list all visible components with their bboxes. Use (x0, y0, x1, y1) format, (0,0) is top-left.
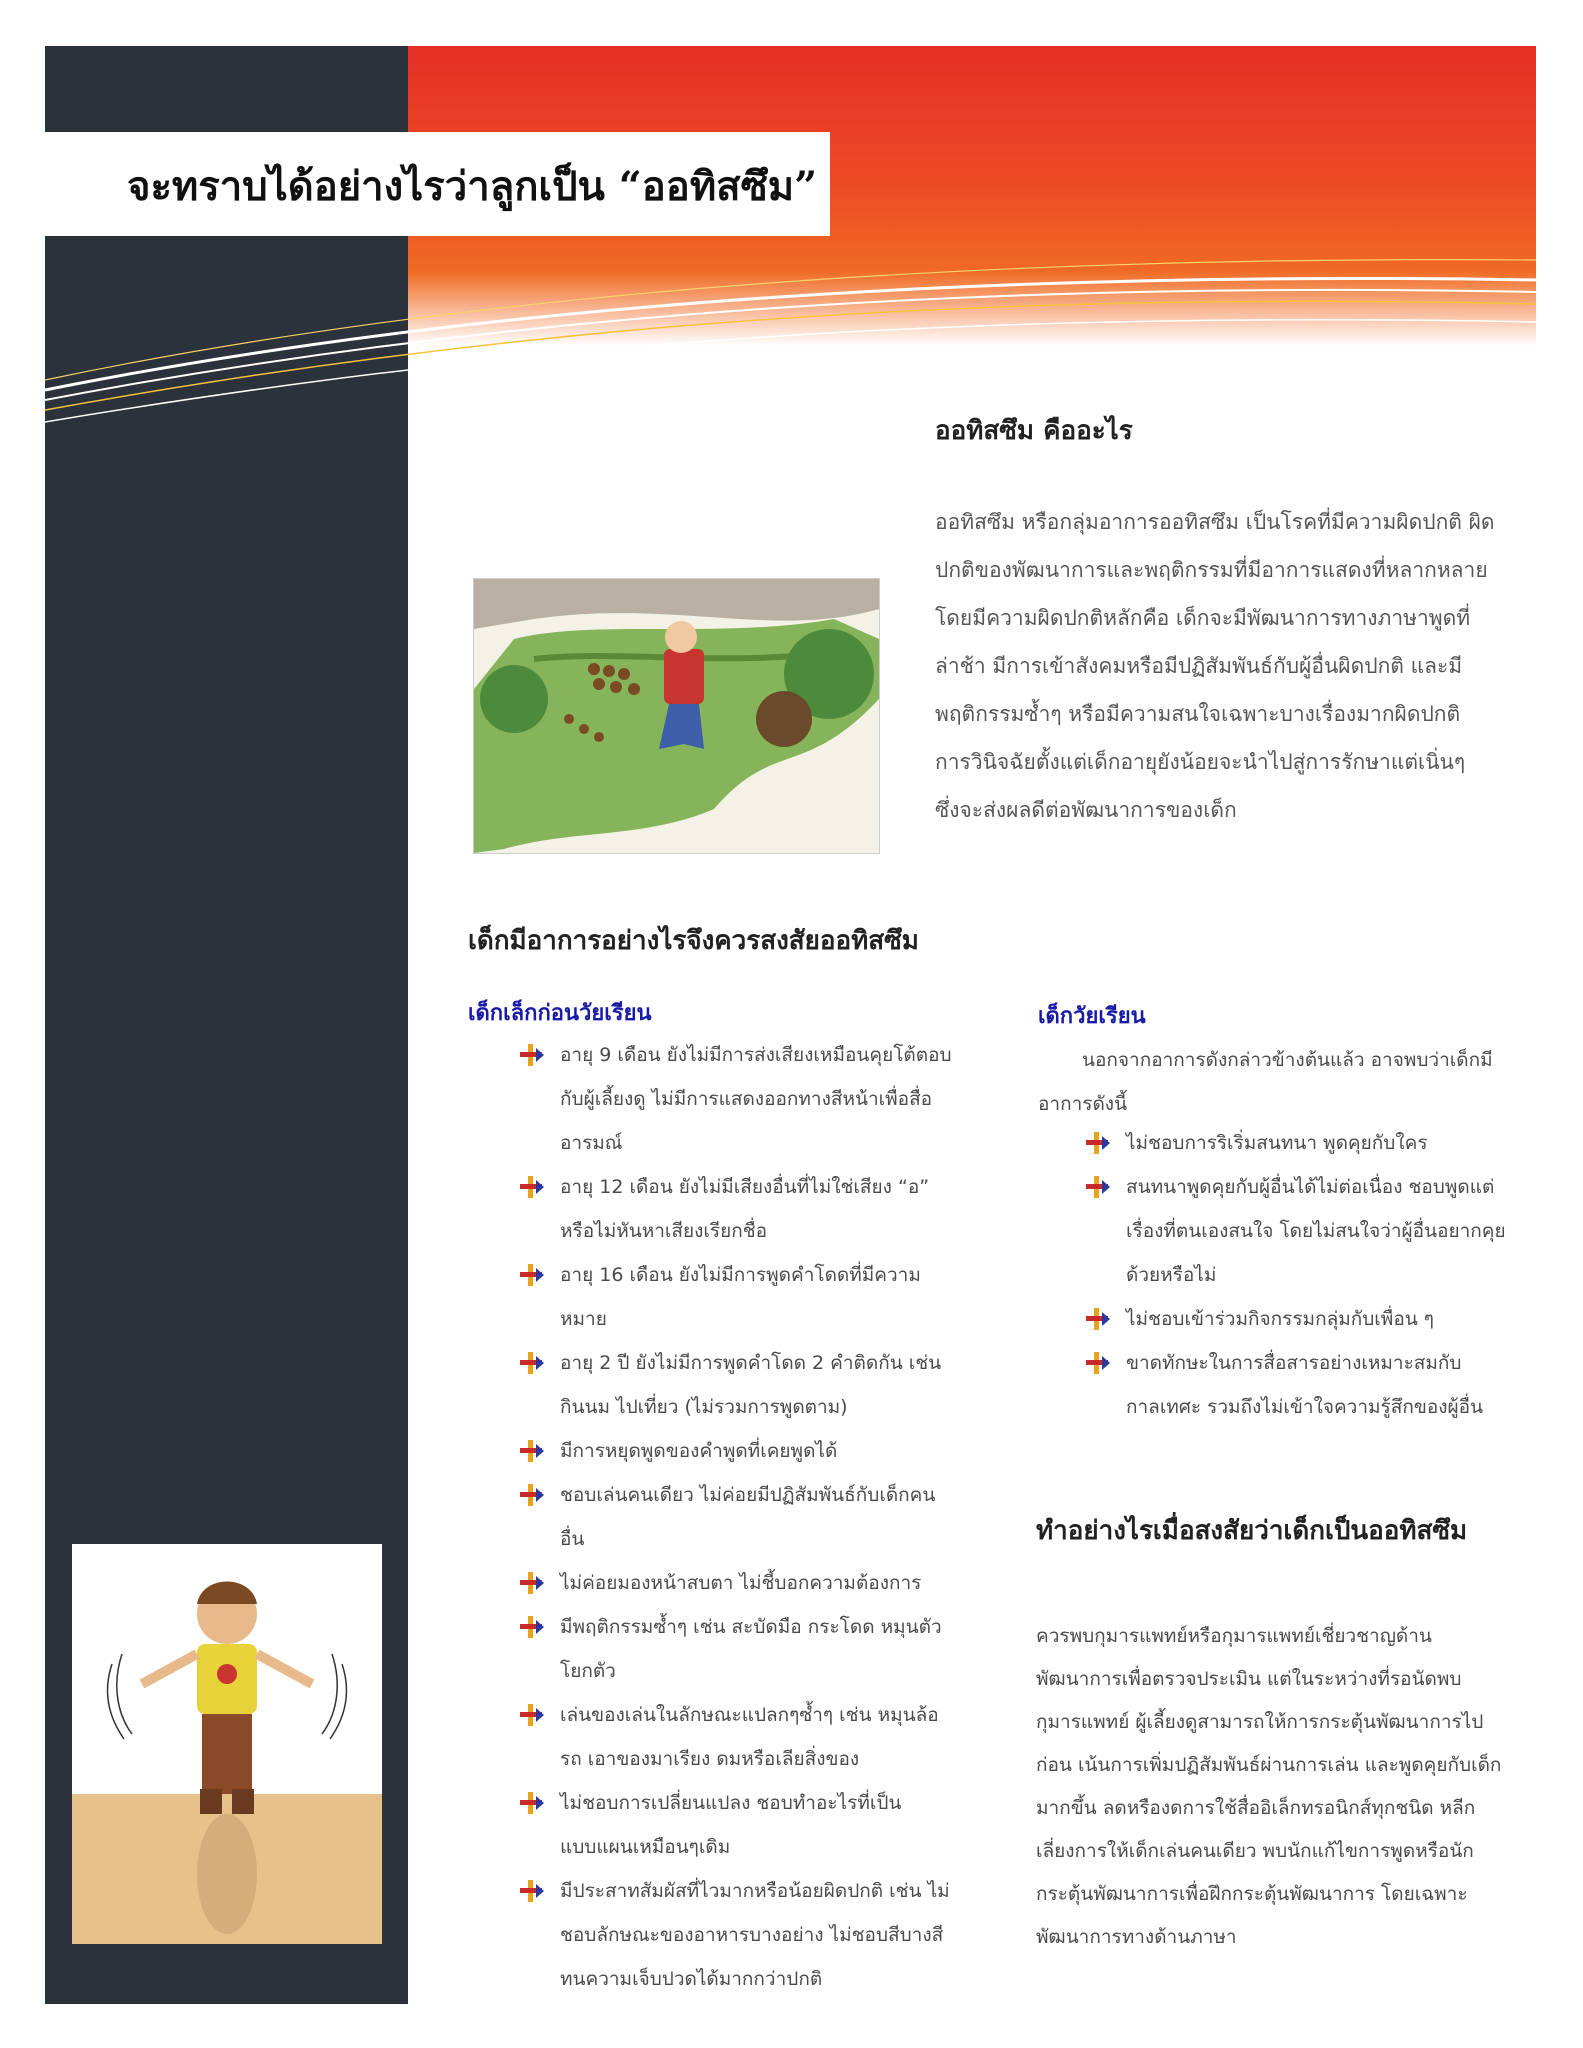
list-item (1082, 1121, 1522, 1165)
arrow-bullet-icon (1084, 1174, 1110, 1200)
title-box (45, 132, 830, 236)
arrow-bullet-icon (518, 1042, 544, 1068)
list-item (516, 1429, 956, 1473)
what-is-paragraph: ออทิสซึม หรือกลุ่มอาการออทิสซึม เป็นโรคที่มีความผิดปกติ ผิดปกติของพัฒนาการและพฤติกรรมที่มีอาการแสดงที่หลากหลาย โดยมีความผิดปกติหลักคือ เด็กจะมีพัฒนาการทางภาษาพูดที่ล่าช้า มีการเข้าสังคมหรือมีปฏิสัมพันธ์กับผู้อื่นผิดปกติ และมีพฤติกรรมซ้ำๆ หรือมีความสนใจเฉพาะบางเรื่องมากผิดปกติ การวินิจฉัยตั้งแต่เด็กอายุยังน้อยจะนำไปสู่การรักษาแต่เนิ่นๆ ซึ่งจะส่งผลดีต่อพัฒนาการของเด็ก (935, 510, 1495, 822)
school-age-heading: เด็กวัยเรียน (1038, 1004, 1146, 1029)
school-age-symptom-list (1082, 1121, 1522, 1429)
arrow-bullet-icon (518, 1482, 544, 1508)
child-playing-garden-illustration (473, 578, 880, 854)
list-item (516, 1253, 956, 1341)
symptom-text: อายุ 16 เดือน ยังไม่มีการพูดคำโดดที่มีความหมาย (560, 1264, 921, 1330)
arrow-bullet-icon (518, 1702, 544, 1728)
preschool-heading: เด็กเล็กก่อนวัยเรียน (468, 1001, 652, 1026)
symptom-text: มีประสาทสัมผัสที่ไวมากหรือน้อยผิดปกติ เช่น ไม่ชอบลักษณะของอาหารบางอย่าง ไม่ชอบสีบางสี ทนความเจ็บปวดได้มากกว่าปกติ (560, 1880, 950, 1990)
arrow-bullet-icon (518, 1174, 544, 1200)
what-to-do-paragraph: ควรพบกุมารแพทย์หรือกุมารแพทย์เชี่ยวชาญด้านพัฒนาการเพื่อตรวจประเมิน แต่ในระหว่างที่รอนัดพบกุมารแพทย์ ผู้เลี้ยงดูสามารถให้การกระตุ้นพัฒนาการไปก่อน เน้นการเพิ่มปฏิสัมพันธ์ผ่านการเล่น และพูดคุยกับเด็กมากขึ้น ลดหรืองดการใช้สื่ออิเล็กทรอนิกส์ทุกชนิด หลีกเลี่ยงการให้เด็กเล่นคนเดียว พบนักแก้ไขการพูดหรือนักกระตุ้นพัฒนาการเพื่อฝึกกระตุ้นพัฒนาการ โดยเฉพาะพัฒนาการทางด้านภาษา (1036, 1625, 1502, 1948)
symptom-text: ขาดทักษะในการสื่อสารอย่างเหมาะสมกับกาลเทศะ รวมถึงไม่เข้าใจความรู้สึกของผู้อื่น (1126, 1352, 1484, 1418)
list-item (516, 1561, 956, 1605)
list-item (516, 1033, 956, 1165)
arrow-bullet-icon (518, 1878, 544, 1904)
symptom-text: ไม่ค่อยมองหน้าสบตา ไม่ชี้บอกความต้องการ (560, 1572, 922, 1594)
symptom-text: ไม่ชอบเข้าร่วมกิจกรรมกลุ่มกับเพื่อน ๆ (1126, 1308, 1434, 1330)
page-title: จะทราบได้อย่างไรว่าลูกเป็น “ออทิสซึม” (127, 163, 818, 210)
symptom-text: ชอบเล่นคนเดียว ไม่ค่อยมีปฏิสัมพันธ์กับเด็กคนอื่น (560, 1484, 936, 1550)
list-item (1082, 1165, 1522, 1297)
school-age-intro: นอกจากอาการดังกล่าวข้างต้นแล้ว อาจพบว่าเด็กมีอาการดังนี้ (1038, 1049, 1493, 1115)
arrow-bullet-icon (1084, 1130, 1110, 1156)
symptom-text: มีการหยุดพูดของคำพูดที่เคยพูดได้ (560, 1440, 838, 1462)
arrow-bullet-icon (518, 1350, 544, 1376)
arrow-bullet-icon (518, 1262, 544, 1288)
list-item (516, 1165, 956, 1253)
list-item (1082, 1341, 1522, 1429)
symptom-text: มีพฤติกรรมซ้ำๆ เช่น สะบัดมือ กระโดด หมุนตัว โยกตัว (560, 1616, 942, 1682)
symptoms-heading: เด็กมีอาการอย่างไรจึงควรสงสัยออทิสซึม (468, 926, 919, 956)
list-item (516, 1869, 956, 2001)
symptom-text: สนทนาพูดคุยกับผู้อื่นได้ไม่ต่อเนื่อง ชอบพูดแต่เรื่องที่ตนเองสนใจ โดยไม่สนใจว่าผู้อื่นอยากคุยด้วยหรือไม่ (1126, 1176, 1506, 1286)
symptom-text: อายุ 12 เดือน ยังไม่มีเสียงอื่นที่ไม่ใช่เสียง “อ” หรือไม่หันหาเสียงเรียกชื่อ (560, 1176, 930, 1242)
list-item (516, 1781, 956, 1869)
list-item (516, 1341, 956, 1429)
arrow-bullet-icon (518, 1438, 544, 1464)
what-to-do-heading: ทำอย่างไรเมื่อสงสัยว่าเด็กเป็นออทิสซึม (1036, 1516, 1468, 1546)
list-item (516, 1473, 956, 1561)
arrow-bullet-icon (1084, 1350, 1110, 1376)
arrow-bullet-icon (518, 1790, 544, 1816)
symptom-text: อายุ 2 ปี ยังไม่มีการพูดคำโดด 2 คำติดกัน เช่น กินนม ไปเที่ยว (ไม่รวมการพูดตาม) (560, 1352, 942, 1418)
symptom-text: ไม่ชอบการเปลี่ยนแปลง ชอบทำอะไรที่เป็นแบบแผนเหมือนๆเดิม (560, 1792, 902, 1858)
symptom-text: ไม่ชอบการริเริ่มสนทนา พูดคุยกับใคร (1126, 1132, 1428, 1154)
preschool-symptom-list (516, 1033, 956, 2001)
symptom-text: อายุ 9 เดือน ยังไม่มีการส่งเสียงเหมือนคุยโต้ตอบกับผู้เลี้ยงดู ไม่มีการแสดงออกทางสีหน้าเพื่อสื่ออารมณ์ (560, 1044, 952, 1154)
what-is-heading: ออทิสซึม คืออะไร (935, 416, 1133, 446)
decorative-wave-lines (45, 250, 1536, 450)
list-item (1082, 1297, 1522, 1341)
list-item (516, 1693, 956, 1781)
symptom-text: เล่นของเล่นในลักษณะแปลกๆซ้ำๆ เช่น หมุนล้อรถ เอาของมาเรียง ดมหรือเลียสิ่งของ (560, 1704, 939, 1770)
list-item (516, 1605, 956, 1693)
arrow-bullet-icon (1084, 1306, 1110, 1332)
spinning-boy-illustration (72, 1544, 382, 1944)
arrow-bullet-icon (518, 1570, 544, 1596)
arrow-bullet-icon (518, 1614, 544, 1640)
